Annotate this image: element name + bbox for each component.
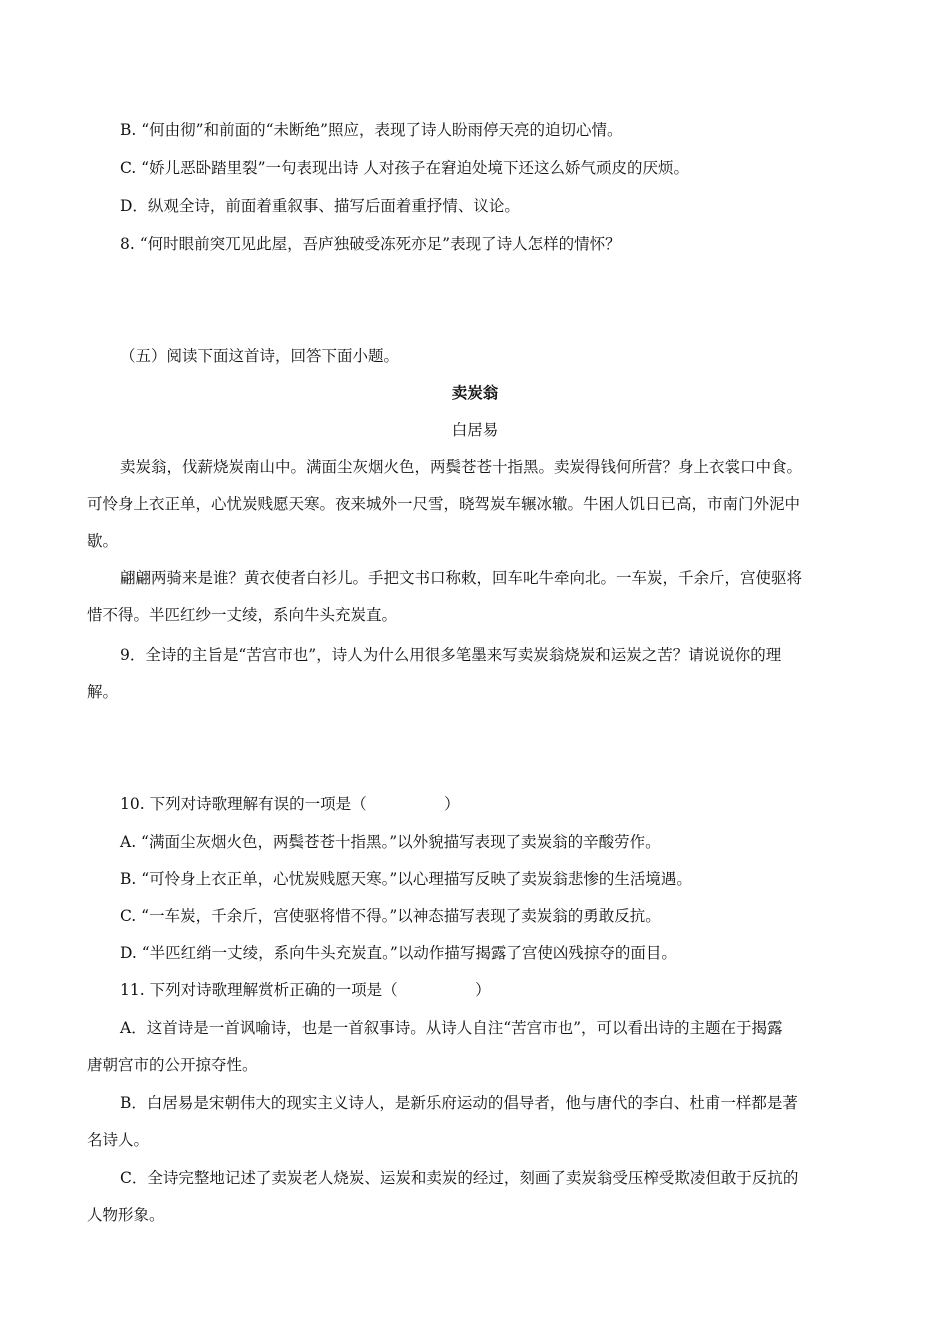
q7-option-c: C. “娇儿恶卧踏里裂”一句表现出诗 人对孩子在窘迫处境下还这么娇气顽皮的厌烦。	[120, 159, 689, 177]
question-11-stem: 11. 下列对诗歌理解赏析正确的一项是（ ）	[120, 981, 491, 999]
q10-option-d: D. “半匹红绡一丈绫，系向牛头充炭直。”以动作描写揭露了宫使凶残掠夺的面目。	[120, 944, 677, 962]
section5-intro: （五）阅读下面这首诗，回答下面小题。	[120, 347, 400, 365]
q11-option-a-line-2: 唐朝宫市的公开掠夺性。	[87, 1056, 258, 1074]
q11-option-a-line-1: A．这首诗是一首讽喻诗，也是一首叙事诗。从诗人自注“苦宫市也”，可以看出诗的主题在于揭露	[120, 1019, 783, 1037]
poem-paragraph-1-line-1: 卖炭翁，伐薪烧炭南山中。满面尘灰烟火色，两鬓苍苍十指黑。卖炭得钱何所营？身上衣裳口中食。	[120, 458, 803, 476]
q11-option-c-line-1: C．全诗完整地记述了卖炭老人烧炭、运炭和卖炭的经过，刻画了卖炭翁受压榨受欺凌但敢于反抗的	[120, 1169, 799, 1187]
question-9-line-2: 解。	[87, 683, 119, 701]
poem-paragraph-1-line-2: 可怜身上衣正单，心忧炭贱愿天寒。夜来城外一尺雪，晓驾炭车辗冰辙。牛困人饥日已高，市南门外泥中	[87, 495, 801, 513]
question-9-line-1: 9．全诗的主旨是“苦宫市也”，诗人为什么用很多笔墨来写卖炭翁烧炭和运炭之苦？请说说你的理	[120, 646, 782, 664]
q10-option-b: B. “可怜身上衣正单，心忧炭贱愿天寒。”以心理描写反映了卖炭翁悲惨的生活境遇。	[120, 870, 692, 888]
poem-title: 卖炭翁	[451, 383, 499, 402]
poem-author: 白居易	[451, 421, 499, 439]
poem-paragraph-2-line-2: 惜不得。半匹红纱一丈绫，系向牛头充炭直。	[87, 606, 398, 624]
poem-paragraph-1-line-3: 歇。	[87, 532, 119, 550]
q10-option-c: C. “一车炭，千余斤，宫使驱将惜不得。”以神态描写表现了卖炭翁的勇敢反抗。	[120, 907, 661, 925]
poem-paragraph-2-line-1: 翩翩两骑来是谁？黄衣使者白衫儿。手把文书口称敕，回车叱牛牵向北。一车炭，千余斤，宫使驱将	[120, 569, 803, 587]
q11-option-c-line-2: 人物形象。	[87, 1206, 165, 1224]
question-10-stem: 10. 下列对诗歌理解有误的一项是（ ）	[120, 795, 460, 813]
q10-option-a: A. “满面尘灰烟火色，两鬓苍苍十指黑。”以外貌描写表现了卖炭翁的辛酸劳作。	[120, 833, 661, 851]
q11-option-b-line-2: 名诗人。	[87, 1131, 150, 1149]
question-8: 8. “何时眼前突兀见此屋，吾庐独破受冻死亦足”表现了诗人怎样的情怀？	[120, 235, 621, 253]
q11-option-b-line-1: B．白居易是宋朝伟大的现实主义诗人，是新乐府运动的倡导者，他与唐代的李白、杜甫一样都是著	[120, 1094, 798, 1112]
q7-option-d: D．纵观全诗，前面着重叙事、描写后面着重抒情、议论。	[120, 197, 520, 215]
q7-option-b: B. “何由彻”和前面的“未断绝”照应，表现了诗人盼雨停天亮的迫切心情。	[120, 121, 623, 139]
